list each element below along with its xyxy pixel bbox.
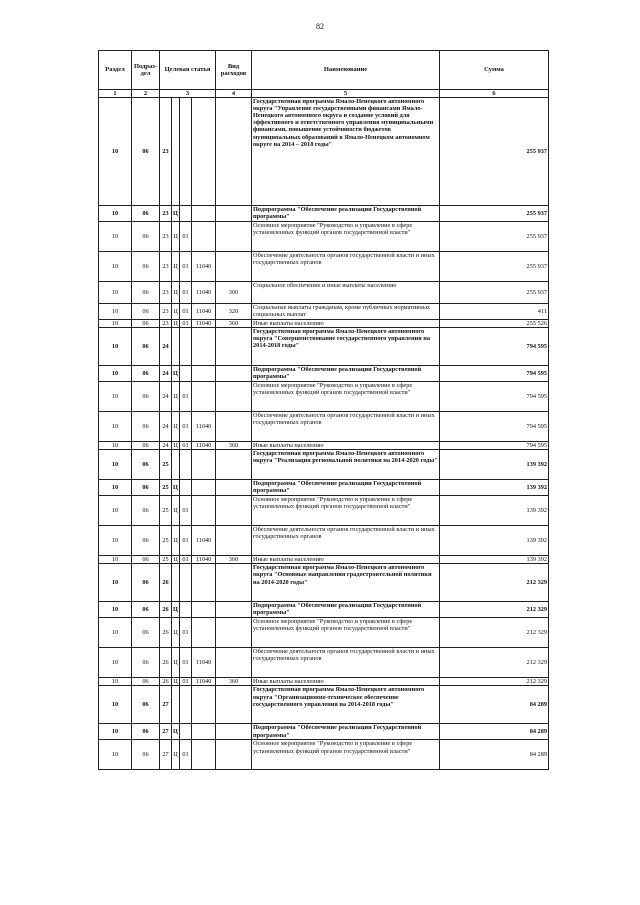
- expense-type-cell: [216, 618, 252, 648]
- subprogram-code-cell: Ц: [173, 556, 178, 564]
- table-row: [99, 304, 549, 320]
- name-cell: Государственная программа Ямало-Ненецкого автономного округа "Совершенствование государственного управления на 2014-2018 годы": [252, 328, 440, 366]
- direction-code-cell: [192, 450, 216, 480]
- table-row: [99, 496, 549, 526]
- subprogram-code-cell: Ц: [172, 382, 180, 412]
- program-code-cell: 26: [160, 618, 172, 648]
- razdel-cell: 10: [99, 724, 132, 740]
- activity-code-cell: 01: [180, 618, 192, 648]
- direction-code-cell: [192, 366, 216, 382]
- podrazdel-cell: 06: [132, 496, 160, 526]
- podrazdel-cell: 06: [132, 304, 160, 320]
- subprogram-code-cell: [172, 328, 180, 366]
- expense-type-cell: 360: [216, 320, 252, 328]
- podrazdel-cell: 06: [132, 556, 160, 564]
- program-code-cell: 23: [160, 222, 172, 252]
- direction-code-cell: 11040: [192, 526, 216, 556]
- razdel-cell: 10: [99, 556, 132, 564]
- sum-cell: 84 289: [440, 686, 549, 724]
- activity-code-cell: [180, 480, 192, 496]
- expense-type-cell: [216, 382, 252, 412]
- razdel-cell: 10: [99, 206, 132, 222]
- activity-code-cell: [180, 98, 192, 206]
- table-row: [99, 450, 549, 480]
- column-number: 2: [132, 90, 160, 98]
- podrazdel-cell: 06: [132, 480, 160, 496]
- subprogram-code-cell: Ц: [172, 648, 180, 678]
- sum-cell: 255 937: [440, 252, 549, 282]
- expense-type-cell: [216, 686, 252, 724]
- table-row: [99, 252, 549, 282]
- program-code-cell: 23: [160, 304, 172, 320]
- expense-type-cell: [216, 98, 252, 206]
- expense-type-cell: [216, 450, 252, 480]
- razdel-cell: 10: [99, 526, 132, 556]
- program-code-cell: 23: [160, 98, 172, 206]
- name-cell: Иные выплаты населению: [252, 320, 440, 328]
- table-row: [99, 222, 549, 252]
- name-cell: Подпрограмма "Обеспечение реализации Государственной программы": [252, 602, 440, 618]
- subprogram-code-cell: Ц: [172, 206, 180, 222]
- table-row: [99, 724, 549, 740]
- header-naimenovanie: Наименование: [252, 51, 440, 90]
- table-row: [99, 526, 549, 556]
- subprogram-code-cell: Ц: [173, 442, 178, 450]
- subprogram-code-cell: Ц: [172, 480, 180, 496]
- razdel-cell: 10: [99, 366, 132, 382]
- podrazdel-cell: 06: [132, 648, 160, 678]
- table-row: [99, 382, 549, 412]
- razdel-cell: 10: [99, 618, 132, 648]
- subprogram-code-cell: Ц: [172, 222, 180, 252]
- expense-type-cell: [216, 480, 252, 496]
- expense-type-cell: [216, 564, 252, 602]
- activity-code-cell: 01: [180, 648, 192, 678]
- direction-code-cell: [192, 686, 216, 724]
- razdel-cell: 10: [99, 222, 132, 252]
- direction-code-cell: 11040: [192, 304, 216, 320]
- activity-code-cell: [180, 686, 192, 724]
- direction-code-cell: 11040: [192, 678, 216, 686]
- header-vid-rashodov: Вид расходов: [216, 51, 252, 90]
- activity-code-cell: [180, 366, 192, 382]
- direction-code-cell: 11040: [192, 648, 216, 678]
- podrazdel-cell: 06: [132, 382, 160, 412]
- header-summa: Сумма: [440, 51, 549, 90]
- podrazdel-cell: 06: [132, 366, 160, 382]
- subprogram-code-cell: Ц: [172, 724, 180, 740]
- table-row: [99, 602, 549, 618]
- program-code-cell: 24: [160, 328, 172, 366]
- direction-code-cell: [192, 328, 216, 366]
- direction-code-cell: [192, 618, 216, 648]
- program-code-cell: 24: [160, 366, 172, 382]
- program-code-cell: 27: [160, 686, 172, 724]
- podrazdel-cell: 06: [132, 328, 160, 366]
- sum-cell: 139 392: [440, 556, 549, 564]
- direction-code-cell: [192, 206, 216, 222]
- razdel-cell: 10: [99, 648, 132, 678]
- sum-cell: 139 392: [440, 526, 549, 556]
- sum-cell: 794 595: [440, 382, 549, 412]
- program-code-cell: 23: [160, 206, 172, 222]
- expense-type-cell: [216, 328, 252, 366]
- table-row: [99, 320, 549, 328]
- subprogram-code-cell: [172, 564, 180, 602]
- program-code-cell: 25: [160, 450, 172, 480]
- activity-code-cell: [180, 206, 192, 222]
- subprogram-code-cell: Ц: [172, 602, 180, 618]
- podrazdel-cell: 06: [132, 320, 160, 328]
- name-cell: Основное мероприятие "Руководство и управление в сфере установленных функций органов государственной власти": [252, 740, 440, 770]
- sum-cell: 139 392: [440, 450, 549, 480]
- table-row: [99, 678, 549, 686]
- name-cell: Государственная программа Ямало-Ненецкого автономного округа "Управление государственными финансами Ямало-Ненецкого автономного округа и создание условий для эффективного и ответственного управления муниципальными финансами, повышение устойчивости бюджетов муниципальных образований в Ямало-Ненецком автономном округе на 2014 – 2018 годы": [252, 98, 440, 206]
- sum-cell: 255 937: [440, 282, 549, 304]
- expense-type-cell: [216, 602, 252, 618]
- activity-code-cell: [180, 450, 192, 480]
- expense-type-cell: [216, 252, 252, 282]
- razdel-cell: 10: [99, 98, 132, 206]
- activity-code-cell: 01: [180, 556, 192, 564]
- subprogram-code-cell: [172, 686, 180, 724]
- direction-code-cell: 11040: [192, 282, 216, 304]
- expense-type-cell: [216, 222, 252, 252]
- podrazdel-cell: 06: [132, 252, 160, 282]
- program-code-cell: 25: [160, 496, 172, 526]
- column-number: 3: [160, 90, 216, 98]
- subprogram-code-cell: Ц: [172, 412, 180, 442]
- activity-code-cell: 01: [180, 740, 192, 770]
- program-code-cell: 25: [160, 480, 172, 496]
- sum-cell: 255 526: [440, 320, 549, 328]
- activity-code-cell: [180, 602, 192, 618]
- activity-code-cell: 01: [180, 496, 192, 526]
- program-code-cell: 27: [160, 724, 172, 740]
- name-cell: Обеспечение деятельности органов государственной власти и иных государственных органов: [252, 648, 440, 678]
- budget-table: [98, 50, 549, 770]
- activity-code-cell: 01: [180, 282, 192, 304]
- name-cell: Подпрограмма "Обеспечение реализации Государственной программы": [252, 206, 440, 222]
- name-cell: Иные выплаты населению: [252, 678, 440, 686]
- header-razdel: Раздел: [99, 51, 132, 90]
- subprogram-code-cell: Ц: [172, 304, 180, 320]
- name-cell: Социальные выплаты гражданам, кроме публичных нормативных социальных выплат: [252, 304, 440, 320]
- podrazdel-cell: 06: [132, 724, 160, 740]
- podrazdel-cell: 06: [132, 602, 160, 618]
- podrazdel-cell: 06: [132, 282, 160, 304]
- sum-cell: 212 329: [440, 648, 549, 678]
- expense-type-cell: [216, 206, 252, 222]
- program-code-cell: 26: [160, 564, 172, 602]
- table-row: [99, 648, 549, 678]
- podrazdel-cell: 06: [132, 222, 160, 252]
- name-cell: Основное мероприятие "Руководство и управление в сфере установленных функций органов государственной власти": [252, 618, 440, 648]
- podrazdel-cell: 06: [132, 740, 160, 770]
- sum-cell: 139 392: [440, 496, 549, 526]
- subprogram-code-cell: Ц: [172, 740, 180, 770]
- table-row: [99, 282, 549, 304]
- direction-code-cell: [192, 496, 216, 526]
- program-code-cell: 27: [160, 740, 172, 770]
- name-cell: Обеспечение деятельности органов государственной власти и иных государственных органов: [252, 412, 440, 442]
- column-number: 5: [252, 90, 440, 98]
- sum-cell: 411: [440, 304, 549, 320]
- subprogram-code-cell: Ц: [172, 366, 180, 382]
- direction-code-cell: [192, 480, 216, 496]
- podrazdel-cell: 06: [132, 450, 160, 480]
- podrazdel-cell: 06: [132, 678, 160, 686]
- column-number: 6: [440, 90, 549, 98]
- subprogram-code-cell: Ц: [172, 618, 180, 648]
- subprogram-code-cell: Ц: [172, 252, 180, 282]
- name-cell: Подпрограмма "Обеспечение реализации Государственной программы": [252, 724, 440, 740]
- razdel-cell: 10: [99, 412, 132, 442]
- podrazdel-cell: 06: [132, 206, 160, 222]
- activity-code-cell: 01: [180, 412, 192, 442]
- direction-code-cell: [192, 740, 216, 770]
- name-cell: Подпрограмма "Обеспечение реализации Государственной программы": [252, 366, 440, 382]
- razdel-cell: 10: [99, 686, 132, 724]
- sum-cell: 84 289: [440, 740, 549, 770]
- activity-code-cell: 01: [180, 526, 192, 556]
- table-row: [99, 412, 549, 442]
- name-cell: Подпрограмма "Обеспечение реализации Государственной программы": [252, 480, 440, 496]
- header-row: [99, 51, 549, 90]
- razdel-cell: 10: [99, 480, 132, 496]
- sum-cell: 84 289: [440, 724, 549, 740]
- subprogram-code-cell: Ц: [173, 678, 178, 686]
- expense-type-cell: [216, 366, 252, 382]
- column-number: 1: [99, 90, 132, 98]
- sum-cell: 212 329: [440, 602, 549, 618]
- sum-cell: 794 595: [440, 442, 549, 450]
- name-cell: Обеспечение деятельности органов государственной власти и иных государственных органов: [252, 526, 440, 556]
- podrazdel-cell: 06: [132, 412, 160, 442]
- podrazdel-cell: 06: [132, 618, 160, 648]
- program-code-cell: 25: [160, 556, 172, 564]
- table-row: [99, 564, 549, 602]
- name-cell: Основное мероприятие "Руководство и управление в сфере установленных функций органов государственной власти": [252, 222, 440, 252]
- sum-cell: 794 595: [440, 366, 549, 382]
- razdel-cell: 10: [99, 450, 132, 480]
- subprogram-code-cell: Ц: [172, 496, 180, 526]
- program-code-cell: 23: [160, 320, 172, 328]
- program-code-cell: 23: [160, 252, 172, 282]
- razdel-cell: 10: [99, 496, 132, 526]
- expense-type-cell: [216, 740, 252, 770]
- sum-cell: 794 595: [440, 328, 549, 366]
- sum-cell: 255 937: [440, 98, 549, 206]
- column-number: 4: [216, 90, 252, 98]
- program-code-cell: 24: [160, 412, 172, 442]
- podrazdel-cell: 06: [132, 526, 160, 556]
- name-cell: Социальное обеспечение и иные выплаты населению: [252, 282, 440, 304]
- name-cell: Государственная программа Ямало-Ненецкого автономного округа "Реализация региональной политики на 2014-2020 годы": [252, 450, 440, 480]
- direction-code-cell: 11040: [192, 320, 216, 328]
- expense-type-cell: 360: [216, 678, 252, 686]
- activity-code-cell: 01: [180, 382, 192, 412]
- table-row: [99, 206, 549, 222]
- sum-cell: 212 329: [440, 564, 549, 602]
- name-cell: Иные выплаты населению: [252, 556, 440, 564]
- subprogram-code-cell: Ц: [173, 320, 178, 328]
- direction-code-cell: [192, 724, 216, 740]
- sum-cell: 255 937: [440, 206, 549, 222]
- program-code-cell: 25: [160, 526, 172, 556]
- name-cell: Государственная программа Ямало-Ненецкого автономного округа "Основные направления градостроительной политики на 2014-2020 годы": [252, 564, 440, 602]
- razdel-cell: 10: [99, 740, 132, 770]
- activity-code-cell: [180, 564, 192, 602]
- sum-cell: 139 392: [440, 480, 549, 496]
- podrazdel-cell: 06: [132, 98, 160, 206]
- expense-type-cell: [216, 496, 252, 526]
- expense-type-cell: [216, 412, 252, 442]
- column-number-row: [99, 90, 549, 98]
- razdel-cell: 10: [99, 282, 132, 304]
- direction-code-cell: 11040: [192, 252, 216, 282]
- activity-code-cell: 01: [180, 442, 192, 450]
- direction-code-cell: [192, 382, 216, 412]
- name-cell: Обеспечение деятельности органов государственной власти и иных государственных органов: [252, 252, 440, 282]
- header-podrazdel: Подраз-дел: [132, 51, 160, 90]
- expense-type-cell: 320: [216, 304, 252, 320]
- program-code-cell: 24: [160, 442, 172, 450]
- podrazdel-cell: 06: [132, 442, 160, 450]
- table-row: [99, 366, 549, 382]
- subprogram-code-cell: Ц: [172, 526, 180, 556]
- name-cell: Основное мероприятие "Руководство и управление в сфере установленных функций органов государственной власти": [252, 382, 440, 412]
- razdel-cell: 10: [99, 320, 132, 328]
- expense-type-cell: [216, 648, 252, 678]
- razdel-cell: 10: [99, 678, 132, 686]
- activity-code-cell: 01: [180, 252, 192, 282]
- direction-code-cell: 11040: [192, 442, 216, 450]
- sum-cell: 794 595: [440, 412, 549, 442]
- name-cell: Иные выплаты населению: [252, 442, 440, 450]
- direction-code-cell: [192, 222, 216, 252]
- razdel-cell: 10: [99, 442, 132, 450]
- direction-code-cell: [192, 602, 216, 618]
- table-row: [99, 480, 549, 496]
- program-code-cell: 24: [160, 382, 172, 412]
- activity-code-cell: [180, 328, 192, 366]
- expense-type-cell: [216, 724, 252, 740]
- table-row: [99, 740, 549, 770]
- direction-code-cell: 11040: [192, 412, 216, 442]
- subprogram-code-cell: [172, 98, 180, 206]
- table-row: [99, 556, 549, 564]
- program-code-cell: 26: [160, 648, 172, 678]
- table-row: [99, 618, 549, 648]
- razdel-cell: 10: [99, 564, 132, 602]
- direction-code-cell: [192, 564, 216, 602]
- table-row: [99, 442, 549, 450]
- expense-type-cell: [216, 526, 252, 556]
- razdel-cell: 10: [99, 304, 132, 320]
- program-code-cell: 26: [160, 602, 172, 618]
- activity-code-cell: 01: [180, 320, 192, 328]
- sum-cell: 212 329: [440, 678, 549, 686]
- page-number: 82: [316, 22, 324, 31]
- activity-code-cell: 01: [180, 678, 192, 686]
- expense-type-cell: 360: [216, 442, 252, 450]
- header-celevaya-statya: Целевая статья: [160, 51, 216, 90]
- sum-cell: 212 329: [440, 618, 549, 648]
- podrazdel-cell: 06: [132, 686, 160, 724]
- activity-code-cell: 01: [180, 304, 192, 320]
- table-row: [99, 98, 549, 206]
- program-code-cell: 26: [160, 678, 172, 686]
- subprogram-code-cell: [172, 450, 180, 480]
- table-row: [99, 328, 549, 366]
- table-row: [99, 686, 549, 724]
- activity-code-cell: 01: [180, 222, 192, 252]
- activity-code-cell: [180, 724, 192, 740]
- razdel-cell: 10: [99, 602, 132, 618]
- razdel-cell: 10: [99, 328, 132, 366]
- expense-type-cell: 360: [216, 556, 252, 564]
- podrazdel-cell: 06: [132, 564, 160, 602]
- subprogram-code-cell: Ц: [172, 282, 180, 304]
- razdel-cell: 10: [99, 382, 132, 412]
- direction-code-cell: 11040: [192, 556, 216, 564]
- name-cell: Государственная программа Ямало-Ненецкого автономного округа "Организационно-техническое обеспечение государственного управления на 2014-2018 годы": [252, 686, 440, 724]
- razdel-cell: 10: [99, 252, 132, 282]
- program-code-cell: 23: [160, 282, 172, 304]
- name-cell: Основное мероприятие "Руководство и управление в сфере установленных функций органов государственной власти": [252, 496, 440, 526]
- sum-cell: 255 937: [440, 222, 549, 252]
- expense-type-cell: 300: [216, 282, 252, 304]
- direction-code-cell: [192, 98, 216, 206]
